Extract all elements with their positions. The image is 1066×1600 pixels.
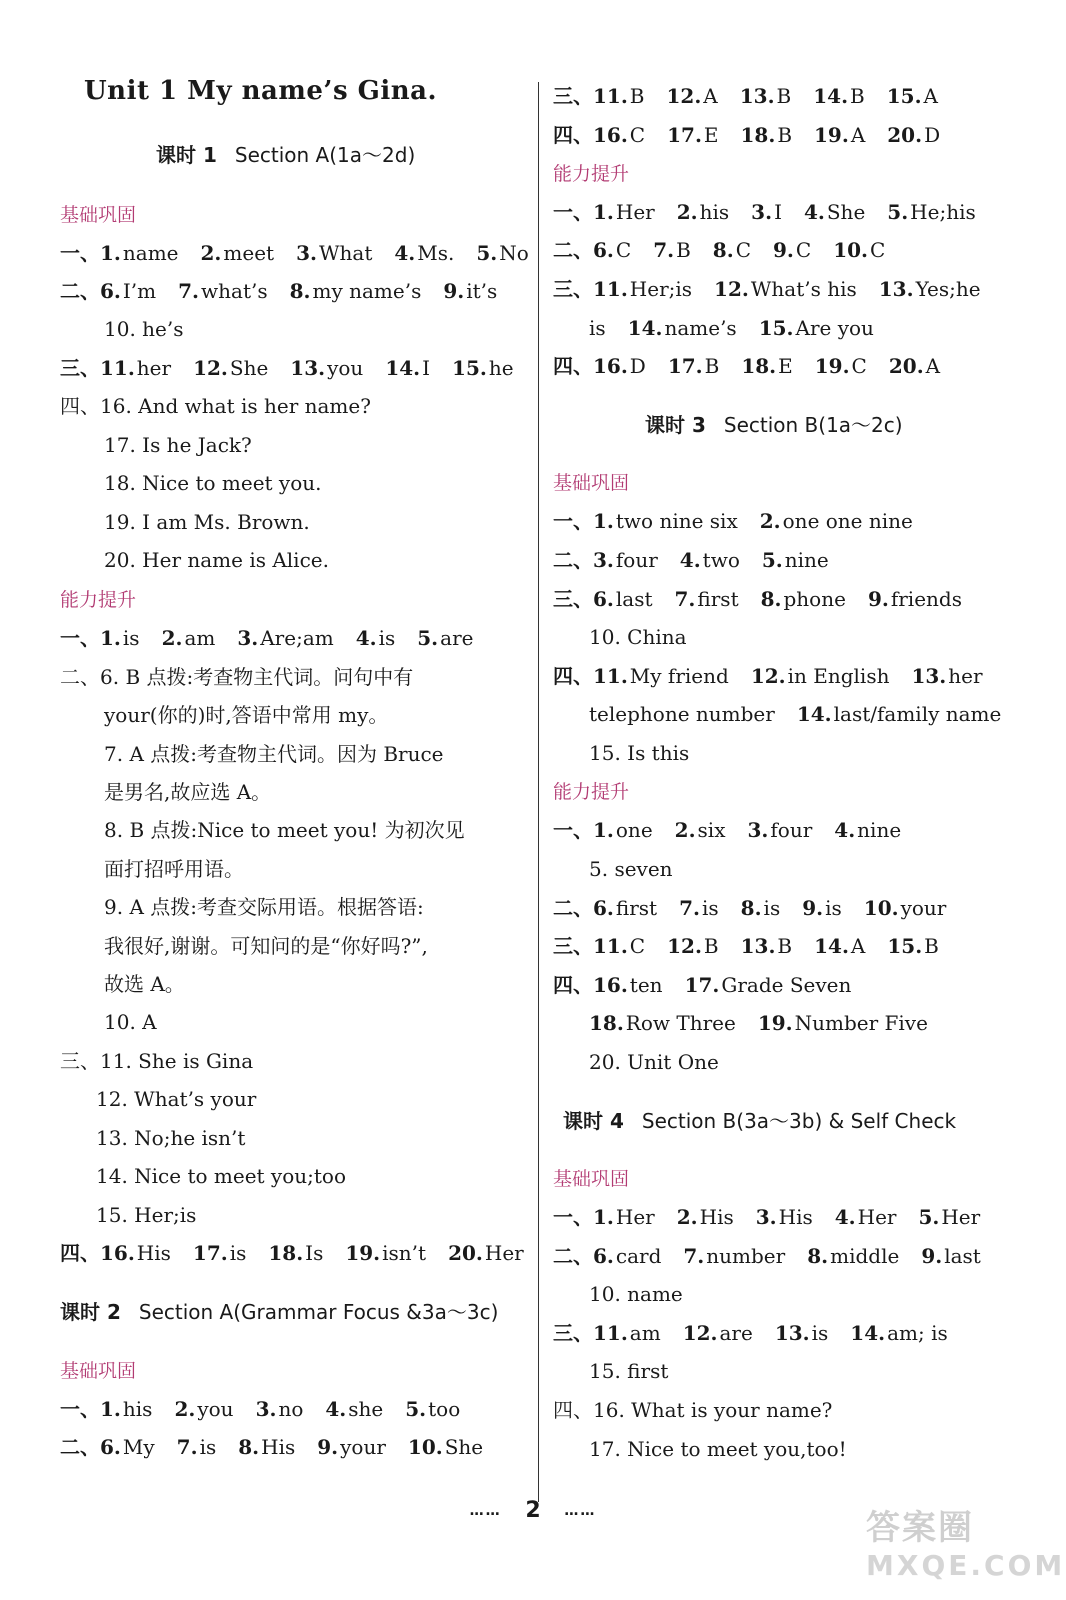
answer-text: meet xyxy=(223,241,275,265)
tag-basic: 基础巩固 xyxy=(60,1360,137,1382)
answer-text: What xyxy=(318,241,373,265)
answer-text: C xyxy=(629,934,646,958)
question-number: 20. xyxy=(887,123,923,147)
question-number: 7. xyxy=(653,238,675,262)
answer-text: Row Three xyxy=(625,1011,736,1035)
question-number: 7. xyxy=(674,587,696,611)
answer-line: 四、16. And what is her name? xyxy=(60,394,371,418)
answer-line: 10. China xyxy=(589,625,687,649)
answer-row xyxy=(60,349,514,387)
tag-basic: 基础巩固 xyxy=(553,472,630,494)
explanation-line: 是男名,故应选 A。 xyxy=(104,780,272,804)
answer-row xyxy=(553,502,913,540)
answer-row xyxy=(553,966,851,1004)
answer-text: friends xyxy=(890,587,962,611)
answer-text: is xyxy=(122,626,140,650)
question-number: 4. xyxy=(834,818,856,842)
answer-line: 19. I am Ms. Brown. xyxy=(104,510,310,534)
page-number: 2 xyxy=(525,1498,541,1523)
answer-row xyxy=(553,541,829,579)
answer-text: C xyxy=(851,354,867,378)
question-number: 15. xyxy=(887,934,923,958)
answer-text: E xyxy=(778,354,793,378)
answer-text: B xyxy=(777,123,793,147)
question-number: 4. xyxy=(803,200,825,224)
answer-text: four xyxy=(770,818,813,842)
question-number: 13. xyxy=(911,664,947,688)
answer-text: your xyxy=(900,896,947,920)
answer-text: Are;am xyxy=(260,626,334,650)
answer-text: am xyxy=(184,626,216,650)
question-number: 15. xyxy=(886,84,922,108)
question-number: 8. xyxy=(760,587,782,611)
question-number: 13. xyxy=(739,84,775,108)
answer-text: B xyxy=(776,84,792,108)
answer-text: her xyxy=(948,664,983,688)
question-number: 10. xyxy=(407,1435,443,1459)
question-number: 19. xyxy=(814,354,850,378)
question-number: 4. xyxy=(394,241,416,265)
question-number: 8. xyxy=(238,1435,260,1459)
answer-line: 10. A xyxy=(104,1010,157,1034)
answer-text: Her xyxy=(615,200,655,224)
explanation-line: 7. A 点拨:考查物主代词。因为 Bruce xyxy=(104,742,444,766)
question-number: 5. xyxy=(417,626,439,650)
answer-text: no xyxy=(278,1397,304,1421)
answer-line: 18. Nice to meet you. xyxy=(104,471,322,495)
answer-text: C xyxy=(870,238,886,262)
question-number: 9. xyxy=(443,279,465,303)
question-number: 13. xyxy=(774,1321,810,1345)
answer-text: is xyxy=(701,896,719,920)
question-number: 二、6. xyxy=(553,1244,614,1268)
answer-line: 14. Nice to meet you;too xyxy=(96,1164,346,1188)
question-number: 12. xyxy=(714,277,749,301)
answer-text: phone xyxy=(783,587,846,611)
question-number: 5. xyxy=(405,1397,427,1421)
answer-text: four xyxy=(615,548,658,572)
tag-basic: 基础巩固 xyxy=(553,1168,630,1190)
answer-text: first xyxy=(615,896,658,920)
question-number: 2. xyxy=(674,818,696,842)
answer-text: is xyxy=(811,1321,829,1345)
answer-text: I xyxy=(422,356,431,380)
tag-basic: 基础巩固 xyxy=(60,204,137,226)
answer-text: A xyxy=(703,84,718,108)
answer-row xyxy=(60,234,529,272)
watermark-logo xyxy=(866,1500,1066,1590)
question-number: 18. xyxy=(268,1241,304,1265)
question-number: 9. xyxy=(921,1244,943,1268)
answer-text: last xyxy=(944,1244,981,1268)
watermark-text: 答案圈 xyxy=(866,1508,974,1548)
answer-line: 15. Is this xyxy=(589,741,690,765)
answer-text: are xyxy=(719,1321,753,1345)
question-number: 14. xyxy=(385,356,421,380)
answer-text: Are you xyxy=(795,316,874,340)
answer-text: name xyxy=(122,241,179,265)
answer-row xyxy=(553,116,940,154)
answer-text: six xyxy=(697,818,726,842)
question-number: 7. xyxy=(683,1244,705,1268)
tag-advanced: 能力提升 xyxy=(60,589,137,611)
explanation-line: 9. A 点拨:考查交际用语。根据答语: xyxy=(104,895,424,919)
question-number: 13. xyxy=(740,934,776,958)
answer-text: His xyxy=(699,1205,734,1229)
question-number: 一、1. xyxy=(60,626,121,650)
answer-row xyxy=(60,1234,524,1272)
question-number: 2. xyxy=(174,1397,196,1421)
question-number: 17. xyxy=(667,123,702,147)
answer-text: His xyxy=(261,1435,296,1459)
lesson-2-heading: 课时 2 Section A(Grammar Focus &3a～3c) xyxy=(60,1300,499,1324)
question-number: 一、1. xyxy=(553,509,614,533)
question-number: 4. xyxy=(325,1397,347,1421)
answer-line: 15. Her;is xyxy=(96,1203,197,1227)
answer-line: 20. Her name is Alice. xyxy=(104,548,329,572)
answer-text: Her xyxy=(484,1241,524,1265)
answer-line: 12. What’s your xyxy=(96,1087,257,1111)
answer-text: D xyxy=(924,123,941,147)
answer-text: am; is xyxy=(887,1321,948,1345)
watermark-url: MXQE.COM xyxy=(866,1549,1066,1582)
question-number: 18. xyxy=(589,1011,624,1035)
answer-line: 17. Nice to meet you,too! xyxy=(589,1437,847,1461)
answer-text: last/family name xyxy=(833,702,1002,726)
question-number: 四、16. xyxy=(553,354,628,378)
explanation-line: 面打招呼用语。 xyxy=(104,857,244,881)
answer-text: His xyxy=(778,1205,813,1229)
question-number: 13. xyxy=(878,277,914,301)
answer-text: Yes;he xyxy=(915,277,981,301)
answer-text: A xyxy=(925,354,941,378)
answer-text: She xyxy=(826,200,866,224)
question-number: 9. xyxy=(317,1435,339,1459)
question-number: 四、16. xyxy=(60,1241,135,1265)
question-number: 3. xyxy=(751,200,773,224)
answer-text: A xyxy=(923,84,938,108)
answer-text: My xyxy=(122,1435,155,1459)
question-number: 7. xyxy=(679,896,700,920)
answer-row xyxy=(553,580,962,618)
answer-row xyxy=(553,927,939,965)
answer-text: A xyxy=(850,934,866,958)
explanation-line: 二、6. B 点拨:考查物主代词。问句中有 xyxy=(60,665,414,689)
question-number: 12. xyxy=(682,1321,718,1345)
answer-text: What’s his xyxy=(750,277,857,301)
answer-text: it’s xyxy=(466,279,498,303)
question-number: 20. xyxy=(888,354,924,378)
answer-text: B xyxy=(676,238,691,262)
question-number: 15. xyxy=(758,316,794,340)
question-number: 10. xyxy=(833,238,868,262)
question-number: 14. xyxy=(796,702,832,726)
question-number: 19. xyxy=(814,123,849,147)
answer-text: She xyxy=(444,1435,484,1459)
column-divider xyxy=(538,82,539,1502)
answer-text: I’m xyxy=(122,279,157,303)
question-number: 17. xyxy=(667,354,703,378)
question-number: 3. xyxy=(237,626,259,650)
answer-text: Grade Seven xyxy=(721,973,852,997)
question-number: 2. xyxy=(200,241,222,265)
answer-line: 10. name xyxy=(589,1282,683,1306)
question-number: 2. xyxy=(676,200,698,224)
question-number: 5. xyxy=(476,241,498,265)
lesson-4-heading: 课时 4 Section B(3a～3b) & Self Check xyxy=(563,1109,957,1133)
question-number: 四、11. xyxy=(553,664,628,688)
question-number: 一、1. xyxy=(553,200,614,224)
answer-text: in English xyxy=(787,664,890,688)
answer-row xyxy=(553,811,901,849)
answer-text: is xyxy=(763,896,781,920)
answer-row xyxy=(553,1198,980,1236)
answer-text: Her xyxy=(857,1205,897,1229)
answer-text: His xyxy=(136,1241,171,1265)
answer-text: card xyxy=(615,1244,662,1268)
question-number: 二、6. xyxy=(60,279,121,303)
answer-text: My friend xyxy=(629,664,729,688)
question-number: 4. xyxy=(679,548,701,572)
question-number: 10. xyxy=(863,896,899,920)
answer-text: ten xyxy=(629,973,663,997)
answer-text: last xyxy=(615,587,653,611)
answer-text: He;his xyxy=(910,200,976,224)
answer-text: first xyxy=(697,587,739,611)
question-number: 四、16. xyxy=(553,973,628,997)
question-number: 9. xyxy=(773,238,794,262)
answer-text: Ms. xyxy=(417,241,455,265)
answer-text: B xyxy=(850,84,865,108)
answer-text: A xyxy=(850,123,866,147)
question-number: 9. xyxy=(802,896,824,920)
question-number: 14. xyxy=(813,84,849,108)
answer-row xyxy=(553,231,885,269)
question-number: 三、11. xyxy=(60,356,135,380)
explanation-line: 8. B 点拨:Nice to meet you! 为初次见 xyxy=(104,818,465,842)
question-number: 14. xyxy=(850,1321,886,1345)
answer-row xyxy=(553,270,981,308)
question-number: 7. xyxy=(176,1435,198,1459)
question-number: 13. xyxy=(290,356,326,380)
answer-line: 17. Is he Jack? xyxy=(104,433,252,457)
answer-text: nine xyxy=(857,818,902,842)
answer-text: you xyxy=(197,1397,234,1421)
question-number: 12. xyxy=(193,356,228,380)
question-number: 4. xyxy=(355,626,377,650)
answer-text: C xyxy=(795,238,812,262)
tag-advanced: 能力提升 xyxy=(553,781,630,803)
question-number: 12. xyxy=(750,664,786,688)
answer-row xyxy=(60,272,497,310)
answer-text: one xyxy=(615,818,653,842)
question-number: 14. xyxy=(814,934,849,958)
question-number: 18. xyxy=(741,354,777,378)
answer-text: my name’s xyxy=(312,279,422,303)
answer-text: Her xyxy=(941,1205,981,1229)
question-number: 二、6. xyxy=(553,238,614,262)
answer-row xyxy=(553,1314,948,1352)
answer-text: She xyxy=(229,356,269,380)
answer-text: what’s xyxy=(201,279,268,303)
answer-text: Her xyxy=(615,1205,655,1229)
answer-text: Is xyxy=(305,1241,324,1265)
answer-text: B xyxy=(924,934,939,958)
lesson-1-heading: 课时 1 Section A(1a～2d) xyxy=(156,143,416,167)
question-number: 5. xyxy=(918,1205,940,1229)
answer-line: 四、16. What is your name? xyxy=(553,1398,833,1422)
question-number: 3. xyxy=(296,241,317,265)
question-number: 三、6. xyxy=(553,587,614,611)
answer-line: 10. he’s xyxy=(104,317,184,341)
question-number: 17. xyxy=(684,973,720,997)
answer-text: is xyxy=(825,896,842,920)
answer-text: his xyxy=(699,200,730,224)
answer-text: her xyxy=(136,356,172,380)
question-number: 4. xyxy=(834,1205,856,1229)
answer-text: isn’t xyxy=(382,1241,427,1265)
answer-text: B xyxy=(629,84,645,108)
question-number: 8. xyxy=(740,896,762,920)
question-number: 12. xyxy=(667,934,702,958)
unit-title: Unit 1 My name’s Gina. xyxy=(84,76,438,106)
answer-row xyxy=(553,193,976,231)
question-number: 一、1. xyxy=(553,818,614,842)
question-number: 19. xyxy=(345,1241,381,1265)
answer-text: I xyxy=(774,200,782,224)
answer-line: 三、11. She is Gina xyxy=(60,1049,254,1073)
footer-dots-right: …… xyxy=(564,1503,597,1519)
answer-text: one one nine xyxy=(782,509,913,533)
question-number: 19. xyxy=(757,1011,793,1035)
question-number: 一、1. xyxy=(60,1397,121,1421)
answer-text: D xyxy=(629,354,646,378)
answer-row xyxy=(553,657,983,695)
question-number: 二、3. xyxy=(553,548,614,572)
answer-text: nine xyxy=(784,548,829,572)
question-number: 三、11. xyxy=(553,934,628,958)
answer-text: two xyxy=(702,548,740,572)
answer-text: number xyxy=(706,1244,786,1268)
answer-row xyxy=(60,1390,460,1428)
answer-text: two nine six xyxy=(615,509,738,533)
question-number: 8. xyxy=(289,279,311,303)
question-number: 8. xyxy=(807,1244,829,1268)
answer-text: are xyxy=(440,626,474,650)
question-number: 3. xyxy=(255,1397,277,1421)
answer-text: too xyxy=(428,1397,461,1421)
answer-text: is xyxy=(229,1241,247,1265)
answer-row xyxy=(589,695,1001,733)
question-number: 18. xyxy=(740,123,776,147)
answer-line: 20. Unit One xyxy=(589,1050,719,1074)
question-number: 二、6. xyxy=(553,896,614,920)
explanation-line: 我很好,谢谢。可知问的是“你好吗?”, xyxy=(104,934,428,958)
explanation-line: 故选 A。 xyxy=(104,972,185,996)
answer-text: Her;is xyxy=(629,277,693,301)
answer-text: B xyxy=(704,354,720,378)
answer-row xyxy=(553,347,940,385)
question-number: 四、16. xyxy=(553,123,628,147)
answer-line: 5. seven xyxy=(589,857,673,881)
answer-text: E xyxy=(703,123,719,147)
answer-text: she xyxy=(348,1397,384,1421)
question-number: 9. xyxy=(867,587,889,611)
answer-row xyxy=(553,77,938,115)
answer-text: No xyxy=(499,241,529,265)
question-number: 12. xyxy=(666,84,702,108)
question-number: 5. xyxy=(761,548,783,572)
answer-row xyxy=(553,889,946,927)
question-number: 8. xyxy=(712,238,734,262)
answer-text: is xyxy=(378,626,396,650)
answer-text: is xyxy=(199,1435,217,1459)
footer-dots-left: …… xyxy=(469,1503,502,1519)
answer-text: middle xyxy=(830,1244,900,1268)
answer-row xyxy=(60,619,473,657)
question-number: 三、11. xyxy=(553,84,628,108)
lesson-3-heading: 课时 3 Section B(1a～2c) xyxy=(645,413,903,437)
question-number: 2. xyxy=(759,509,781,533)
tag-advanced: 能力提升 xyxy=(553,163,630,185)
question-number: 3. xyxy=(755,1205,777,1229)
answer-text: he xyxy=(488,356,514,380)
answer-text: you xyxy=(327,356,364,380)
answer-text: am xyxy=(629,1321,661,1345)
question-number: 14. xyxy=(627,316,663,340)
question-number: 三、11. xyxy=(553,277,628,301)
answer-row xyxy=(60,1428,483,1466)
answer-row xyxy=(589,1004,928,1042)
answer-text: C xyxy=(615,238,632,262)
question-number: 15. xyxy=(452,356,487,380)
answer-line: 13. No;he isn’t xyxy=(96,1126,246,1150)
question-number: 17. xyxy=(192,1241,228,1265)
answer-text: his xyxy=(122,1397,153,1421)
question-number: 20. xyxy=(448,1241,483,1265)
answer-text: your xyxy=(340,1435,386,1459)
question-number: 7. xyxy=(178,279,200,303)
answer-text: C xyxy=(735,238,751,262)
question-number: 2. xyxy=(676,1205,698,1229)
question-number: 三、11. xyxy=(553,1321,628,1345)
question-number: 一、1. xyxy=(60,241,121,265)
answer-text: B xyxy=(703,934,719,958)
answer-row xyxy=(553,1237,981,1275)
answer-text: B xyxy=(777,934,793,958)
answer-text: telephone number xyxy=(589,702,775,726)
answer-text: Number Five xyxy=(794,1011,928,1035)
question-number: 3. xyxy=(747,818,769,842)
answer-row xyxy=(589,309,874,347)
question-number: 5. xyxy=(887,200,909,224)
explanation-line: your(你的)时,答语中常用 my。 xyxy=(104,703,389,727)
answer-text: name’s xyxy=(664,316,737,340)
answer-text: C xyxy=(629,123,646,147)
question-number: 二、6. xyxy=(60,1435,121,1459)
answer-line: 15. first xyxy=(589,1359,669,1383)
question-number: 2. xyxy=(161,626,183,650)
answer-text: is xyxy=(589,316,606,340)
question-number: 一、1. xyxy=(553,1205,614,1229)
